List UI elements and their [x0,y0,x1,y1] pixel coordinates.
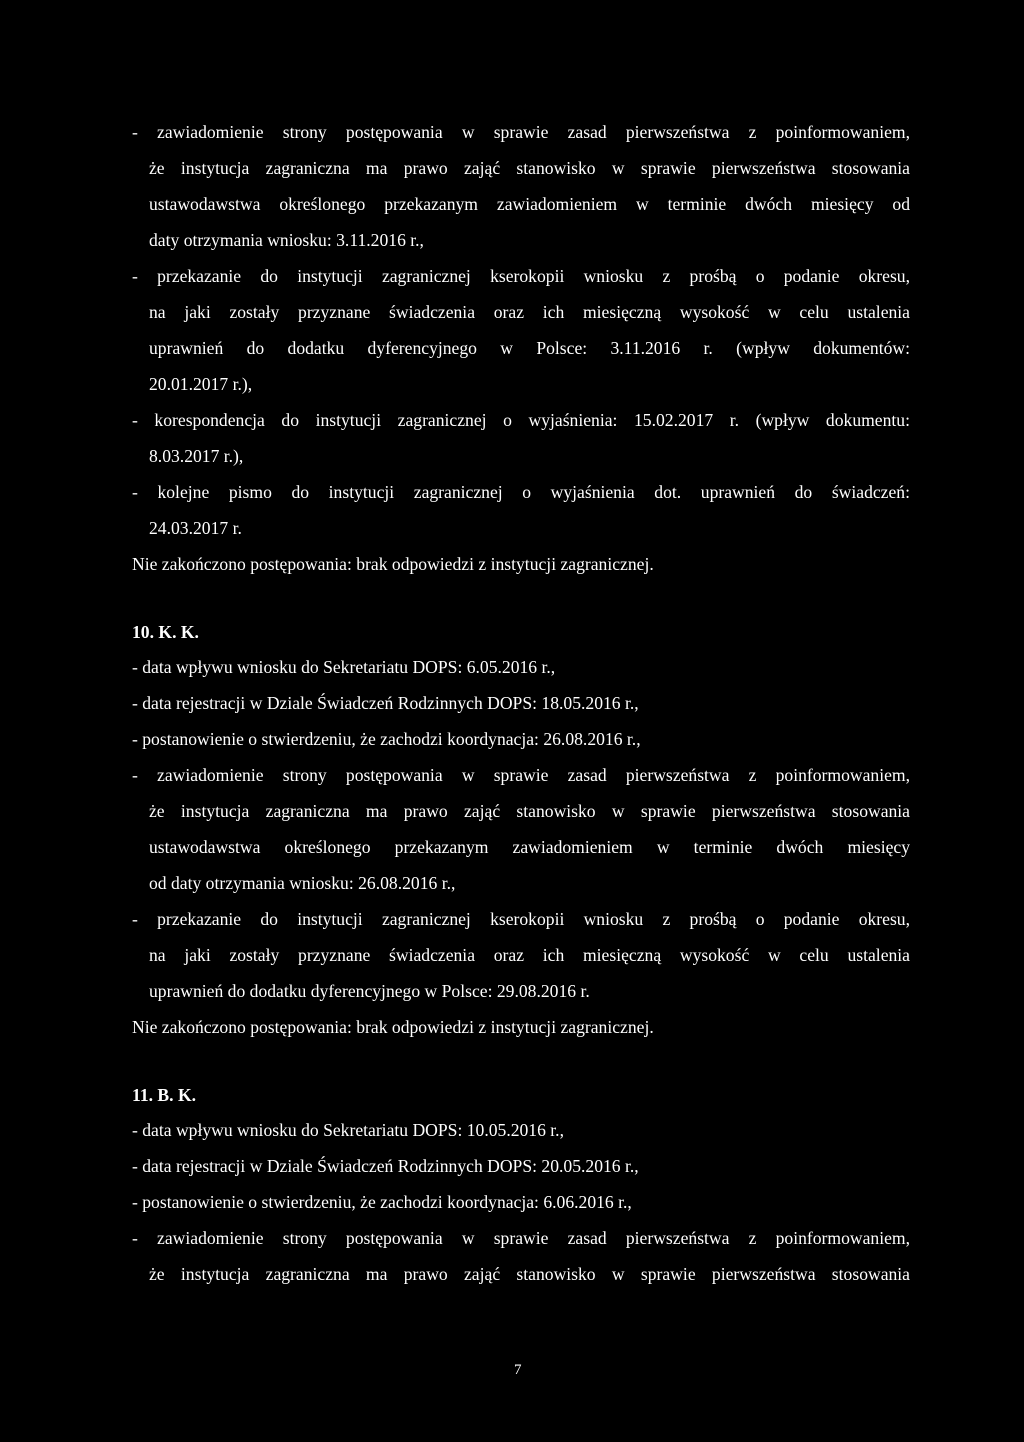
list-item-text: na jaki zostały przyznane świadczenia oraz ich miesięczną wysokość w celu ustalenia [149,302,910,322]
list-item-text: - kolejne pismo do instytucji zagranicznej o wyjaśnienia dot. uprawnień do świadczeń: [132,482,910,502]
list-item-text: - postanowienie o stwierdzeniu, że zachodzi koordynacja: 6.06.2016 r., [132,1192,632,1212]
list-item-text: - postanowienie o stwierdzeniu, że zachodzi koordynacja: 26.08.2016 r., [132,729,641,749]
list-item-text: że instytucja zagraniczna ma prawo zająć stanowisko w sprawie pierwszeństwa stosowania [149,801,910,821]
list-item-text: 24.03.2017 r. [149,518,242,538]
list-item-text: - data rejestracji w Dziale Świadczeń Rodzinnych DOPS: 18.05.2016 r., [132,693,639,713]
section-heading: 10. K. K. [132,622,199,642]
list-item-text: - data wpływu wniosku do Sekretariatu DOPS: 10.05.2016 r., [132,1120,564,1140]
conclusion-text: Nie zakończono postępowania: brak odpowiedzi z instytucji zagranicznej. [132,1017,654,1037]
list-item-text: 8.03.2017 r.), [149,446,244,466]
list-item-text: że instytucja zagraniczna ma prawo zająć stanowisko w sprawie pierwszeństwa stosowania [149,158,910,178]
list-item-text: - data wpływu wniosku do Sekretariatu DOPS: 6.05.2016 r., [132,657,556,677]
list-item-text: ustawodawstwa określonego przekazanym zawiadomieniem w terminie dwóch miesięcy od [149,194,910,214]
list-item-text: ustawodawstwa określonego przekazanym zawiadomieniem w terminie dwóch miesięcy [149,837,910,857]
list-item-text: - przekazanie do instytucji zagranicznej kserokopii wniosku z prośbą o podanie okresu, [132,909,910,929]
section-heading: 11. B. K. [132,1085,197,1105]
list-item-text: - zawiadomienie strony postępowania w sprawie zasad pierwszeństwa z poinformowaniem, [132,1228,910,1248]
list-item-text: - zawiadomienie strony postępowania w sprawie zasad pierwszeństwa z poinformowaniem, [132,765,910,785]
conclusion-text: Nie zakończono postępowania: brak odpowiedzi z instytucji zagranicznej. [132,554,654,574]
list-item-text: daty otrzymania wniosku: 3.11.2016 r., [149,230,424,250]
list-item-text: uprawnień do dodatku dyferencyjnego w Polsce: 3.11.2016 r. (wpływ dokumentów: [149,338,910,358]
page-number: 7 [514,1362,522,1378]
list-item-text: 20.01.2017 r.), [149,374,253,394]
list-item-text: - przekazanie do instytucji zagranicznej kserokopii wniosku z prośbą o podanie okresu, [132,266,910,286]
list-item-text: że instytucja zagraniczna ma prawo zająć stanowisko w sprawie pierwszeństwa stosowania [149,1264,910,1284]
list-item-text: - zawiadomienie strony postępowania w sprawie zasad pierwszeństwa z poinformowaniem, [132,122,910,142]
list-item-text: - korespondencja do instytucji zagranicznej o wyjaśnienia: 15.02.2017 r. (wpływ dokumentu: [132,410,910,430]
list-item-text: na jaki zostały przyznane świadczenia oraz ich miesięczną wysokość w celu ustalenia [149,945,910,965]
list-item-text: - data rejestracji w Dziale Świadczeń Rodzinnych DOPS: 20.05.2016 r., [132,1156,639,1176]
list-item-text: od daty otrzymania wniosku: 26.08.2016 r., [149,873,456,893]
list-item-text: uprawnień do dodatku dyferencyjnego w Polsce: 29.08.2016 r. [149,981,590,1001]
